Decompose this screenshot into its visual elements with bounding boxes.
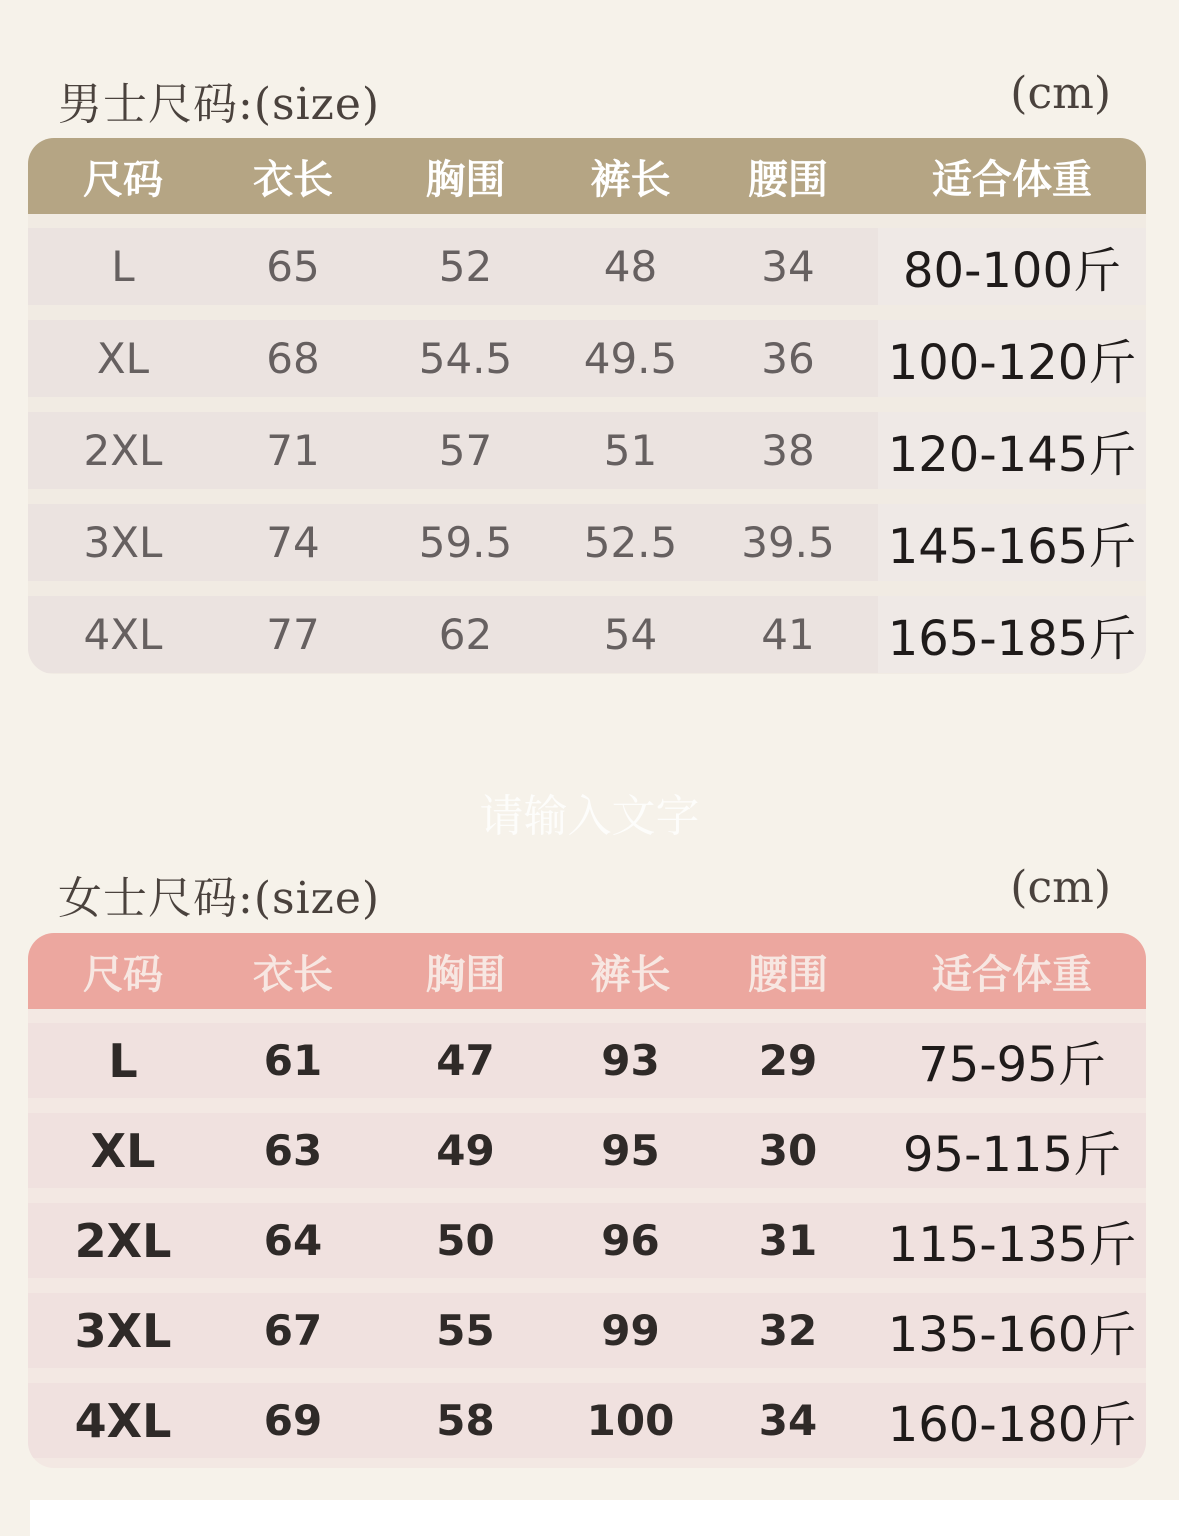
weight-cell: 165-185斤 [878,596,1146,673]
header-chest: 胸围 [425,950,506,998]
weight-cell: 100-120斤 [878,320,1146,397]
men-unit-label: (cm) [1010,68,1111,119]
waist-cell: 39.5 [741,518,835,567]
header-size: 尺码 [83,950,163,998]
weight-cell: 160-180斤 [887,1397,1137,1453]
bottom-divider [30,1500,1179,1536]
header-pants-length: 裤长 [590,155,671,203]
chest-cell: 47 [436,1036,495,1085]
waist-cell: 34 [761,242,815,291]
weight-cell: 95-115斤 [902,1127,1122,1183]
table-row [28,1293,1146,1368]
size-cell: XL [96,334,150,383]
size-cell: 4XL [74,1393,172,1448]
header-weight: 适合体重 [932,155,1092,203]
weight-cell: 145-165斤 [878,504,1146,581]
table-row [28,412,1146,489]
weight-cell: 120-145斤 [878,412,1146,489]
size-cell: 3XL [83,518,163,567]
chest-cell: 58 [436,1396,495,1445]
table-row [28,320,1146,397]
pants-length-cell: 95 [601,1126,660,1175]
waist-cell: 31 [758,1216,818,1265]
waist-cell: 38 [761,426,815,475]
header-length: 衣长 [253,155,333,203]
size-cell: L [108,1033,138,1088]
length-cell: 65 [266,242,320,291]
women-table-header [28,933,1146,1009]
header-size: 尺码 [83,155,163,203]
size-cell: XL [90,1123,156,1178]
waist-cell: 34 [758,1396,818,1445]
table-row [28,1023,1146,1098]
chest-cell: 55 [436,1306,495,1355]
waist-cell: 30 [758,1126,818,1175]
weight-cell: 115-135斤 [887,1217,1137,1273]
length-cell: 71 [266,426,320,475]
pants-length-cell: 100 [586,1396,675,1445]
table-row [28,596,1146,673]
table-row [28,228,1146,305]
men-table-header [28,138,1146,214]
pants-length-cell: 52.5 [583,518,678,567]
waist-cell: 32 [758,1306,818,1355]
chest-cell: 59.5 [418,518,513,567]
header-waist: 腰围 [748,950,828,998]
women-size-title: 女士尺码:(size) [58,873,381,924]
length-cell: 67 [263,1306,323,1355]
waist-cell: 41 [761,610,815,659]
waist-cell: 29 [758,1036,818,1085]
table-row [28,1113,1146,1188]
table-row [28,1383,1146,1458]
length-cell: 63 [263,1126,323,1175]
header-weight: 适合体重 [932,950,1092,998]
table-row [28,1203,1146,1278]
pants-length-cell: 51 [603,426,658,475]
chest-cell: 50 [436,1216,495,1265]
header-pants-length: 裤长 [590,950,671,998]
size-cell: 2XL [83,426,163,475]
length-cell: 61 [263,1036,323,1085]
size-cell: 4XL [83,610,163,659]
women-unit-label: (cm) [1010,862,1111,913]
header-length: 衣长 [253,950,333,998]
chest-cell: 52 [438,242,493,291]
chest-cell: 49 [436,1126,495,1175]
size-cell: L [111,242,135,291]
pants-length-cell: 96 [601,1216,660,1265]
pants-length-cell: 99 [601,1306,660,1355]
weight-cell: 135-160斤 [887,1307,1137,1363]
length-cell: 74 [266,518,320,567]
header-waist: 腰围 [748,155,828,203]
length-cell: 64 [263,1216,323,1265]
size-cell: 2XL [74,1213,172,1268]
men-size-title: 男士尺码:(size) [58,79,381,130]
length-cell: 68 [266,334,320,383]
watermark-text: 请输入文字 [479,791,700,842]
chest-cell: 54.5 [418,334,513,383]
size-cell: 3XL [74,1303,172,1358]
chest-cell: 62 [438,610,493,659]
header-chest: 胸围 [425,155,506,203]
weight-cell: 75-95斤 [918,1037,1106,1093]
waist-cell: 36 [761,334,815,383]
women-size-table [28,933,1146,1468]
pants-length-cell: 49.5 [583,334,678,383]
pants-length-cell: 54 [603,610,658,659]
men-size-table [28,138,1146,674]
pants-length-cell: 48 [603,242,658,291]
weight-cell: 80-100斤 [878,228,1146,305]
chest-cell: 57 [438,426,493,475]
length-cell: 69 [263,1396,323,1445]
length-cell: 77 [266,610,320,659]
pants-length-cell: 93 [601,1036,660,1085]
table-row [28,504,1146,581]
